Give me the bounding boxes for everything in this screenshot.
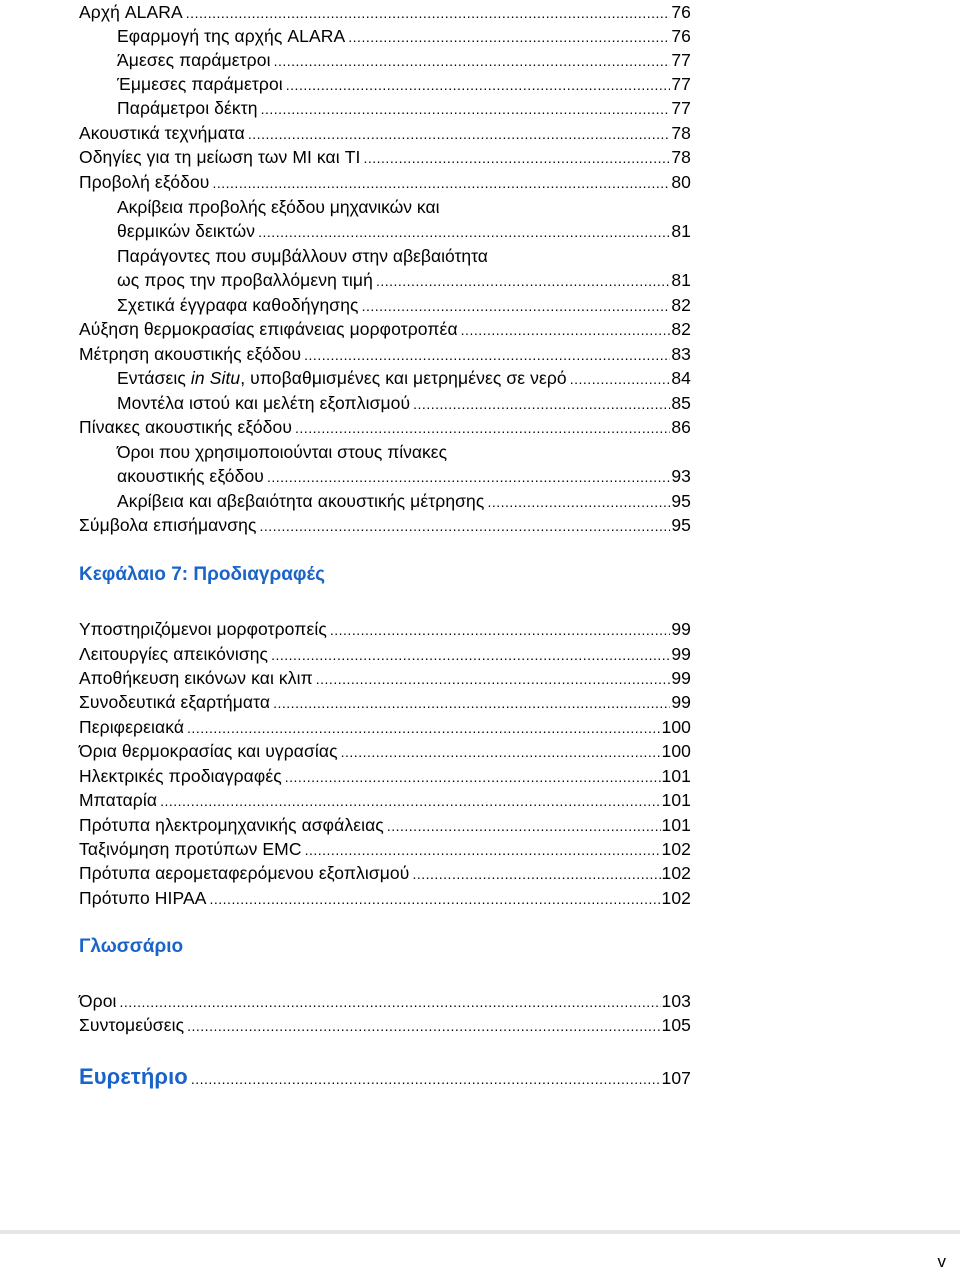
toc-entry-text: Άμεσες παράμετροι [117,50,271,70]
toc-entry-page: 76 [671,26,691,46]
page-number: v [937,1252,946,1271]
leader-dots [191,1065,661,1093]
toc-entry[interactable] [117,268,691,292]
leader-dots [187,716,660,740]
toc-entry-text: Μοντέλα ιστού και μελέτη εξοπλισμού [117,393,411,413]
toc-entry-page: 78 [671,123,691,143]
toc-entry-text: Ηλεκτρικές προδιαγραφές [79,766,282,786]
toc-entry-text: Οδηγίες για τη μείωση των MI και TI [79,147,361,167]
toc-entry[interactable] [117,489,691,513]
leader-dots [271,643,670,667]
text-part-italic: in Situ [190,368,241,388]
toc-entry[interactable] [79,415,691,439]
toc-entry-page: 85 [671,393,691,413]
toc-entry[interactable] [79,690,691,714]
toc-entry-page: 99 [671,692,691,712]
leader-dots [487,490,670,514]
toc-entry[interactable] [117,72,691,96]
toc-entry-page: 103 [661,991,691,1011]
leader-dots [261,97,671,121]
toc-entry-text: Όροι [79,991,117,1011]
leader-dots [260,514,671,538]
toc-entry-page: 95 [671,515,691,535]
toc-entry-page: 100 [661,717,691,737]
toc-entry-text [117,366,567,390]
leader-dots [363,146,670,170]
leader-dots [210,887,661,911]
leader-dots [348,25,670,49]
toc-entry[interactable] [79,813,691,837]
toc-entry-text: Έμμεσες παράμετροι [117,74,283,94]
toc-entry-page: 84 [671,368,691,388]
leader-dots [187,1014,660,1038]
leader-dots [286,73,671,97]
toc-entry[interactable] [79,145,691,169]
toc-entry-index[interactable] [79,1063,691,1091]
leader-dots [304,343,670,367]
toc-entry-page: 76 [671,2,691,22]
toc-entry[interactable] [79,170,691,194]
toc-entry-text: Λειτουργίες απεικόνισης [79,644,269,664]
toc-entry-text: ως προς την προβαλλόμενη τιμή [117,270,373,290]
toc-entry[interactable] [117,366,691,390]
toc-entry-text: Παράμετροι δέκτη [117,98,258,118]
toc-entry[interactable] [117,391,691,415]
toc-entry-page: 95 [671,491,691,511]
toc-entry[interactable] [79,317,691,341]
toc-entry-page: 78 [671,147,691,167]
toc-entry-page: 83 [671,344,691,364]
toc-entry-page: 101 [661,766,691,786]
toc-entry[interactable] [117,24,691,48]
toc-entry-first-line[interactable]: Ακρίβεια προβολής εξόδου μηχανικών και [117,197,440,217]
leader-dots [274,49,671,73]
toc-entry-page: 77 [671,98,691,118]
leader-dots [273,691,670,715]
toc-entry-page: 101 [661,815,691,835]
toc-entry-text: θερμικών δεικτών [117,221,256,241]
toc-entry-text: Εφαρμογή της αρχής ALARA [117,26,346,46]
toc-entry[interactable] [79,715,691,739]
toc-entry[interactable] [117,464,691,488]
glossary-heading[interactable]: Γλωσσάριο [79,936,184,957]
toc-entry-text: Πρότυπο HIPAA [79,888,207,908]
toc-entry-text: Υποστηριζόμενοι μορφοτροπείς [79,619,327,639]
toc-entry-page: 105 [661,1015,691,1035]
leader-dots [362,294,671,318]
leader-dots [160,789,660,813]
leader-dots [412,862,660,886]
toc-entry[interactable] [117,219,691,243]
leader-dots [285,765,661,789]
toc-entry[interactable] [117,96,691,120]
toc-entry[interactable] [79,886,691,910]
toc-entry-text: Πίνακες ακουστικής εξόδου [79,417,293,437]
leader-dots [305,838,661,862]
toc-entry-text: ακουστικής εξόδου [117,466,264,486]
chapter-heading[interactable]: Κεφάλαιο 7: Προδιαγραφές [79,564,325,585]
toc-entry-page: 107 [661,1068,691,1088]
toc-entry-page: 77 [671,74,691,94]
leader-dots [120,990,661,1014]
toc-entry-text: Όρια θερμοκρασίας και υγρασίας [79,741,338,761]
toc-entry-page: 101 [661,790,691,810]
toc-entry[interactable] [79,861,691,885]
leader-dots [461,318,671,342]
toc-entry-page: 99 [671,644,691,664]
toc-entry-text: Συντομεύσεις [79,1015,185,1035]
toc-entry-page: 81 [671,221,691,241]
toc-entry-text: Συνοδευτικά εξαρτήματα [79,692,271,712]
leader-dots [258,220,670,244]
leader-dots [570,367,671,391]
toc-entry[interactable] [79,342,691,366]
toc-entry-text: Πρότυπα αερομεταφερόμενου εξοπλισμού [79,863,410,883]
text-part: Εντάσεις [117,368,191,388]
toc-entry-page: 99 [671,668,691,688]
toc-entry-text: Αποθήκευση εικόνων και κλιπ [79,668,313,688]
toc-entry-page: 102 [661,863,691,883]
leader-dots [295,416,670,440]
toc-entry[interactable] [79,764,691,788]
toc-entry[interactable] [79,0,691,24]
toc-entry-text: Μέτρηση ακουστικής εξόδου [79,344,302,364]
toc-entry-page: 81 [671,270,691,290]
toc-entry-first-line[interactable]: Παράγοντες που συμβάλλουν στην αβεβαιότητα [117,246,488,266]
toc-entry-text: Σύμβολα επισήμανσης [79,515,257,535]
footer-divider [0,1230,960,1234]
toc-entry[interactable] [79,989,691,1013]
toc-entry-page: 102 [661,839,691,859]
leader-dots [212,171,670,195]
leader-dots [341,740,661,764]
toc-entry-page: 80 [671,172,691,192]
toc-entry-text: Σχετικά έγγραφα καθοδήγησης [117,295,359,315]
leader-dots [316,667,671,691]
toc-entry[interactable] [117,48,691,72]
toc-entry-text: Πρότυπα ηλεκτρομηχανικής ασφάλειας [79,815,384,835]
toc-entry-page: 100 [661,741,691,761]
toc-entry-page: 93 [671,466,691,486]
text-part: , υποβαθμισμένες και μετρημένες σε νερό [240,368,567,388]
leader-dots [186,1,671,25]
toc-entry-page: 102 [661,888,691,908]
toc-entry[interactable] [79,642,691,666]
toc-entry[interactable] [79,837,691,861]
toc-entry[interactable] [79,788,691,812]
toc-entry[interactable] [79,617,691,641]
leader-dots [330,618,670,642]
leader-dots [376,269,670,293]
toc-entry[interactable] [79,666,691,690]
toc-entry-page: 77 [671,50,691,70]
toc-entry-text: Αύξηση θερμοκρασίας επιφάνειας μορφοτροπέα [79,319,458,339]
toc-entry-text: Ακουστικά τεχνήματα [79,123,245,143]
toc-entry[interactable] [79,121,691,145]
toc-entry-text: Αρχή ALARA [79,2,183,22]
toc-entry-text: Προβολή εξόδου [79,172,210,192]
toc-entry-page: 86 [671,417,691,437]
leader-dots [248,122,670,146]
toc-entry[interactable] [79,739,691,763]
toc-entry-first-line[interactable]: Όροι που χρησιμοποιούνται στους πίνακες [117,442,448,462]
leader-dots [387,814,661,838]
toc-entry-text: Ταξινόμηση προτύπων EMC [79,839,302,859]
toc-entry[interactable] [79,513,691,537]
toc-entry-text: Ακρίβεια και αβεβαιότητα ακουστικής μέτρησης [117,491,485,511]
index-heading: Ευρετήριο [79,1064,188,1089]
toc-entry[interactable] [117,293,691,317]
toc-entry-text: Μπαταρία [79,790,158,810]
leader-dots [413,392,670,416]
toc-entry-page: 82 [671,319,691,339]
leader-dots [267,465,670,489]
toc-entry-text: Περιφερειακά [79,717,185,737]
toc-entry[interactable] [79,1013,691,1037]
toc-entry-page: 99 [671,619,691,639]
toc-entry-page: 82 [671,295,691,315]
